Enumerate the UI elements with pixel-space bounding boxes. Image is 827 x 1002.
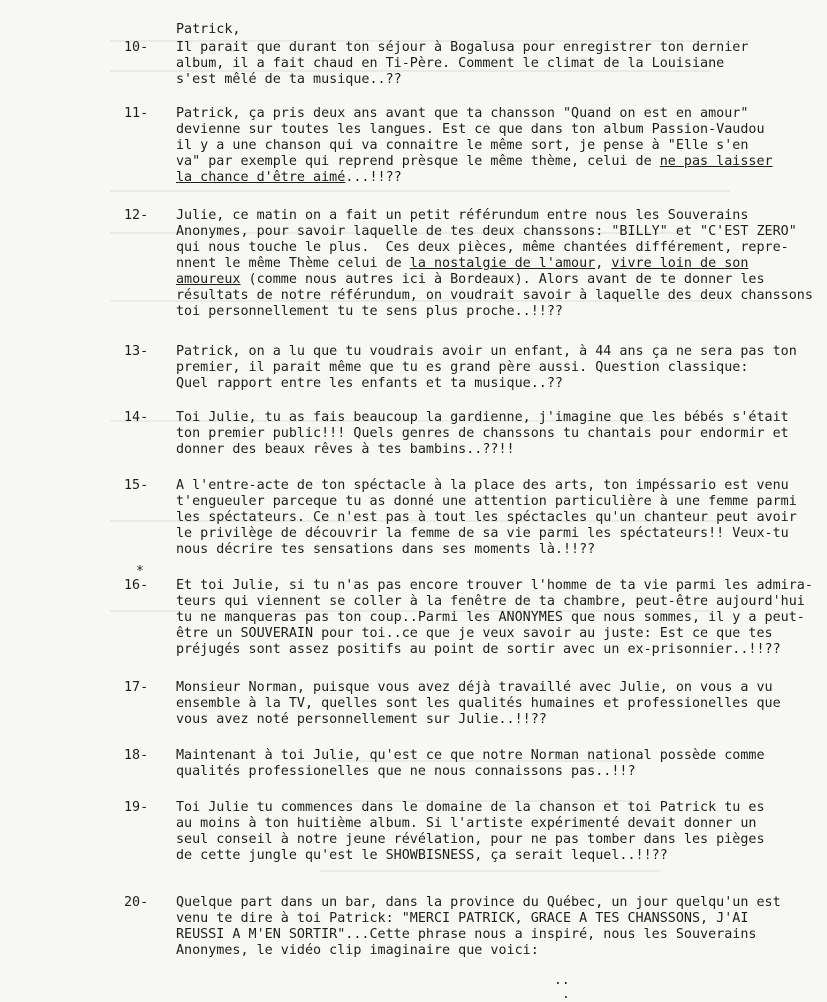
question-number: 11- — [124, 106, 149, 121]
question-number: 19- — [124, 800, 149, 815]
underlined-phrase: ne pas laisser — [659, 154, 773, 169]
question-text: Et toi Julie, si tu n'as pas encore trouver l'homme de ta vie parmi les admira- teurs qui viennent se coller à la fenêtre de ta chambre, peut-être aujourd'hui tu ne manqueras pas ton coup..Parmi les ANONYMES que nous sommes, il y a peut- être un SOUVERAIN pour toi..ce que je veux savoir au juste: Est ce que tes préjugés sont assez positifs au point de sortir avec un ex-prisonnier..!!?? — [176, 578, 813, 657]
question-number: 15- — [124, 478, 149, 493]
question-text: Il parait que durant ton séjour à Bogalusa pour enregistrer ton dernier album, il a fait chaud en Ti-Père. Comment le climat de la Louisiane s'est mêlé de ta musique..?? — [176, 40, 749, 87]
question-text: Patrick, ça pris deux ans avant que ta chansson "Quand on est en amour" devienne sur toutes les langues. Est ce que dans ton album Passion-Vaudou il y a une chanson qui va connaitre le même sort, je pense à "Elle s'en va" par exemple qui reprend prèsque le même thème, celui de ne pas laisser la chance d'être aimé...!!?? — [176, 106, 773, 185]
asterisk-mark: * — [136, 564, 144, 579]
question-number: 10- — [124, 40, 149, 55]
question-text: Julie, ce matin on a fait un petit référundum entre nous les Souverains Anonymes, pour savoir laquelle de tes deux chanssons: "BILLY" et "C'EST ZERO" qui nous touche le plus. Ces deux pièces, même chantées différement, repre- nnent le même Thème celui de la nostalgie de l'amour, vivre loin de son amoureux (comme nous autres ici à Bordeaux). Alors avant de te donner les résultats de notre référundum, on voudrait savoir à laquelle des deux chanssons toi personnellement tu te sens plus proche..!!?? — [176, 208, 813, 319]
trailing-dots-mark: . — [562, 987, 570, 1002]
underlined-phrase: la nostalgie de l'amour — [409, 256, 596, 271]
addressee-name: Patrick, — [176, 22, 241, 37]
underlined-phrase: amoureux — [176, 272, 241, 287]
trailing-dots-mark: .. — [554, 973, 570, 988]
question-text: Monsieur Norman, puisque vous avez déjà travaillé avec Julie, on vous a vu ensemble à la TV, quelles sont les qualités humaines et professionelles que vous avez noté personnellement sur Julie..!!?? — [176, 680, 781, 727]
question-text: Maintenant à toi Julie, qu'est ce que notre Norman national possède comme qualités professionelles que ne nous connaissons pas..!!? — [176, 748, 765, 779]
question-text: Toi Julie tu commences dans le domaine de la chanson et toi Patrick tu es au moins à ton huitième album. Si l'artiste expérimenté devait donner un seul conseil à notre jeune révélation, pour ne pas tomber dans les pièges de cette jungle qu'est le SHOWBISNESS, ça serait lequel..!!?? — [176, 800, 765, 863]
question-number: 17- — [124, 680, 149, 695]
underlined-phrase: vivre loin de son — [611, 256, 749, 271]
question-text: Quelque part dans un bar, dans la province du Québec, un jour quelqu'un est venu te dire à toi Patrick: "MERCI PATRICK, GRACE A TES CHANSSONS, J'AI REUSSI A M'EN SORTIR"...Cette phrase nous a inspiré, nous les Souverains Anonymes, le vidéo clip imaginaire que voici: — [176, 895, 781, 958]
underlined-phrase: la chance d'être aimé — [176, 170, 346, 185]
question-number: 20- — [124, 895, 149, 910]
question-text: A l'entre-acte de ton spéctacle à la place des arts, ton impéssario est venu t'engueuler parceque tu as donné une attention particulière à une femme parmi les spéctateurs. Ce n'est pas à tout les spéctacles qu'un chanteur peut avoir le privilège de découvrir la femme de sa vie parmi les spéctateurs!! Veux-tu nous décrire tes sensations dans ses moments là.!!?? — [176, 478, 797, 557]
question-number: 14- — [124, 410, 149, 425]
question-text: Toi Julie, tu as fais beaucoup la gardienne, j'imagine que les bébés s'était ton premier public!!! Quels genres de chanssons tu chantais pour endormir et donner des beaux rêves à tes bambins..??!! — [176, 410, 789, 457]
question-number: 13- — [124, 344, 149, 359]
question-number: 12- — [124, 208, 149, 223]
question-text: Patrick, on a lu que tu voudrais avoir un enfant, à 44 ans ça ne sera pas ton premier, il parait même que tu es grand père aussi. Question classique: Quel rapport entre les enfants et ta musique..?? — [176, 344, 797, 391]
question-number: 16- — [124, 578, 149, 593]
question-number: 18- — [124, 748, 149, 763]
